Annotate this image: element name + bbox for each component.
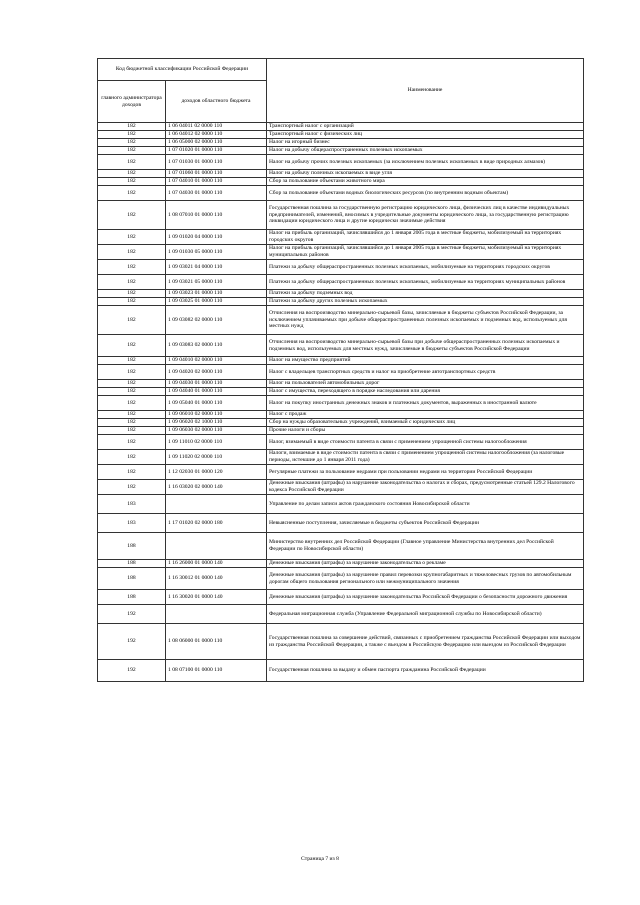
table-row [98, 275, 584, 290]
table-row [98, 419, 584, 427]
table-row [98, 245, 584, 260]
table-row [98, 201, 584, 230]
budget-classification-table [97, 58, 584, 682]
income-code-cell: 1 09 06010 02 0000 110 [166, 411, 267, 419]
income-code-cell: 1 07 01060 01 0000 110 [166, 170, 267, 178]
name-cell: Государственная пошлина за государственную регистрацию юридического лица, физических лиц в качестве индивидуальных предпринимателей, изменений, вносимых в учредительные документы юридического лица, за государственную регистрацию ликвидации юридического лица и другие юридически значимые действия [267, 201, 584, 230]
table-row [98, 605, 584, 624]
admin-code-cell: 182 [98, 230, 166, 245]
table-row [98, 533, 584, 560]
table-row [98, 147, 584, 155]
table-row [98, 139, 584, 147]
name-cell: Налог с владельцев транспортных средств и налог на приобретение автотранспортных средств [267, 365, 584, 380]
name-cell: Управление по делам записи актов гражданского состояния Новосибирской области [267, 495, 584, 514]
table-row [98, 411, 584, 419]
admin-code-cell: 192 [98, 660, 166, 682]
name-cell: Отчисления на воспроизводство минерально-сырьевой базы, зачисляемые в бюджеты субъектов Российской Федерации, за исключением уплачиваемых при добыче общераспространенных полезных ископаемых и подземных вод, используемых для местных нужд [267, 306, 584, 335]
name-cell: Отчисления на воспроизводство минерально-сырьевой базы при добыче общераспространенных полезных ископаемых и подземных вод, используемых для местных нужд, зачисляемые в бюджеты субъектов Российской Федерации [267, 335, 584, 357]
table-row [98, 514, 584, 533]
income-code-cell: 1 09 04020 02 0000 110 [166, 365, 267, 380]
admin-code-cell: 182 [98, 306, 166, 335]
income-code-cell: 1 07 04030 01 0000 110 [166, 186, 267, 201]
income-code-cell: 1 06 04012 02 0000 110 [166, 131, 267, 139]
income-code-cell: 1 09 03025 01 0000 110 [166, 298, 267, 306]
income-code-cell: 1 09 03021 05 0000 110 [166, 275, 267, 290]
table-row [98, 306, 584, 335]
income-code-cell: 1 09 05040 01 0000 110 [166, 396, 267, 411]
admin-code-cell: 182 [98, 419, 166, 427]
income-code-cell: 1 09 03082 02 0000 110 [166, 306, 267, 335]
admin-code-cell: 182 [98, 123, 166, 131]
income-code-cell: 1 16 30012 01 0000 140 [166, 568, 267, 590]
admin-code-cell: 182 [98, 465, 166, 480]
name-cell: Налог на добычу полезных ископаемых в виде угля [267, 170, 584, 178]
table-row [98, 435, 584, 450]
table-row [98, 427, 584, 435]
table-row [98, 465, 584, 480]
income-code-cell: 1 09 03023 01 0000 110 [166, 290, 267, 298]
name-cell: Налог на пользователей автомобильных дорог [267, 380, 584, 388]
admin-code-cell: 182 [98, 435, 166, 450]
name-cell: Налог, взимаемый в виде стоимости патента в связи с применением упрощенной системы налогообложения [267, 435, 584, 450]
income-code-cell: 1 07 01030 01 0000 110 [166, 155, 267, 170]
admin-code-cell: 182 [98, 380, 166, 388]
admin-code-cell: 182 [98, 357, 166, 365]
name-cell: Платежи за добычу подземных вод [267, 290, 584, 298]
income-code-cell: 1 07 04010 01 0000 110 [166, 178, 267, 186]
admin-code-cell: 182 [98, 396, 166, 411]
name-cell: Налог на прибыль организаций, зачислявшийся до 1 января 2005 года в местные бюджеты, мобилизуемый на территориях муниципальных районов [267, 245, 584, 260]
admin-code-cell: 182 [98, 139, 166, 147]
admin-code-cell: 182 [98, 411, 166, 419]
name-cell: Налог на покупку иностранных денежных знаков и платежных документов, выраженных в иностранной валюте [267, 396, 584, 411]
name-cell: Сбор за пользование объектами водных биологических ресурсов (по внутренним водным объектам) [267, 186, 584, 201]
table-row [98, 335, 584, 357]
income-code-cell: 1 09 06020 02 1000 110 [166, 419, 267, 427]
admin-code-cell: 182 [98, 260, 166, 275]
admin-code-cell: 182 [98, 131, 166, 139]
table-row [98, 170, 584, 178]
name-cell: Налог с имущества, переходящего в порядке наследования или дарения [267, 388, 584, 396]
table-row [98, 298, 584, 306]
table-row [98, 155, 584, 170]
income-code-cell: 1 09 04030 01 0000 110 [166, 380, 267, 388]
name-cell: Федеральная миграционная служба (Управление Федеральной миграционной службы по Новосибирской области) [267, 605, 584, 624]
name-cell: Денежные взыскания (штрафы) за нарушение правил перевозки крупногабаритных и тяжеловесных грузов по автомобильным дорогам общего пользования регионального или межмуниципального значения [267, 568, 584, 590]
name-cell: Налог с продаж [267, 411, 584, 419]
table-row [98, 186, 584, 201]
name-cell: Налоги, взимаемые в виде стоимости патента в связи с применением упрощенной системы налогообложения (за налоговые периоды, истекшие до 1 января 2011 года) [267, 450, 584, 465]
name-cell: Сбор на нужды образовательных учреждений, взимаемый с юридических лиц [267, 419, 584, 427]
table-body [98, 123, 584, 682]
table-row [98, 230, 584, 245]
admin-code-cell: 192 [98, 624, 166, 660]
header-group-label: Код бюджетной классификации Российской Федерации [98, 59, 267, 81]
table-header [98, 59, 584, 123]
table-row [98, 123, 584, 131]
name-cell: Государственная пошлина за выдачу и обмен паспорта гражданина Российской Федерации [267, 660, 584, 682]
income-code-cell: 1 07 01020 01 0000 110 [166, 147, 267, 155]
table-row [98, 590, 584, 605]
income-code-cell: 1 08 07100 01 0000 110 [166, 660, 267, 682]
name-cell: Транспортный налог с физических лиц [267, 131, 584, 139]
name-cell: Невыясненные поступления, зачисляемые в бюджеты субъектов Российской Федерации [267, 514, 584, 533]
admin-code-cell: 182 [98, 365, 166, 380]
income-code-cell: 1 09 06030 02 0000 110 [166, 427, 267, 435]
income-code-cell: 1 09 11010 02 0000 110 [166, 435, 267, 450]
header-name-column: Наименование [267, 59, 584, 123]
name-cell: Прочие налоги и сборы [267, 427, 584, 435]
name-cell: Министерство внутренних дел Российской Федерации (Главное управление Министерства внутренних дел Российской Федерации по Новосибирской области) [267, 533, 584, 560]
table-row [98, 178, 584, 186]
name-cell: Денежные взыскания (штрафы) за нарушение законодательства Российской Федерации о безопасности дорожного движения [267, 590, 584, 605]
table-row [98, 380, 584, 388]
admin-code-cell: 188 [98, 590, 166, 605]
table-row [98, 495, 584, 514]
name-cell: Налог на добычу прочих полезных ископаемых (за исключением полезных ископаемых в виде природных алмазов) [267, 155, 584, 170]
income-code-cell [166, 533, 267, 560]
income-code-cell: 1 09 04040 01 0000 110 [166, 388, 267, 396]
income-code-cell: 1 16 26000 01 0000 140 [166, 560, 267, 568]
admin-code-cell: 182 [98, 155, 166, 170]
admin-code-cell: 182 [98, 201, 166, 230]
table-row [98, 131, 584, 139]
name-cell: Транспортный налог с организаций [267, 123, 584, 131]
income-code-cell: 1 08 06000 01 0000 110 [166, 624, 267, 660]
table-row [98, 290, 584, 298]
table-row [98, 660, 584, 682]
admin-code-cell: 182 [98, 298, 166, 306]
admin-code-cell: 182 [98, 388, 166, 396]
admin-code-cell: 182 [98, 290, 166, 298]
table-row [98, 396, 584, 411]
admin-code-cell: 188 [98, 568, 166, 590]
admin-code-cell: 182 [98, 186, 166, 201]
table-row [98, 450, 584, 465]
table-row [98, 357, 584, 365]
header-admin-column: главного администратора доходов [98, 81, 166, 123]
income-code-cell: 1 09 01030 05 0000 110 [166, 245, 267, 260]
table-row [98, 480, 584, 495]
table-row [98, 568, 584, 590]
table-row [98, 388, 584, 396]
admin-code-cell: 182 [98, 480, 166, 495]
admin-code-cell: 188 [98, 533, 166, 560]
income-code-cell [166, 495, 267, 514]
admin-code-cell: 182 [98, 147, 166, 155]
income-code-cell: 1 17 01020 02 0000 180 [166, 514, 267, 533]
admin-code-cell: 192 [98, 605, 166, 624]
header-code-column: доходов областного бюджета [166, 81, 267, 123]
table-row [98, 560, 584, 568]
income-code-cell: 1 09 03021 04 0000 110 [166, 260, 267, 275]
income-code-cell: 1 09 04010 02 0000 110 [166, 357, 267, 365]
income-code-cell: 1 06 04011 02 0000 110 [166, 123, 267, 131]
admin-code-cell: 183 [98, 514, 166, 533]
income-code-cell: 1 12 02030 01 0000 120 [166, 465, 267, 480]
admin-code-cell: 182 [98, 450, 166, 465]
name-cell: Налог на добычу общераспространенных полезных ископаемых [267, 147, 584, 155]
income-code-cell: 1 08 07010 01 0000 110 [166, 201, 267, 230]
name-cell: Налог на имущество предприятий [267, 357, 584, 365]
admin-code-cell: 182 [98, 178, 166, 186]
name-cell: Платежи за добычу других полезных ископаемых [267, 298, 584, 306]
name-cell: Налог на игорный бизнес [267, 139, 584, 147]
admin-code-cell: 182 [98, 275, 166, 290]
name-cell: Налог на прибыль организаций, зачислявшийся до 1 января 2005 года в местные бюджеты, мобилизуемый на территориях городских округов [267, 230, 584, 245]
income-code-cell: 1 09 03083 02 0000 110 [166, 335, 267, 357]
name-cell: Регулярные платежи за пользование недрами при пользовании недрами на территории Российской Федерации [267, 465, 584, 480]
income-code-cell [166, 605, 267, 624]
table-row [98, 260, 584, 275]
income-code-cell: 1 09 11020 02 0000 110 [166, 450, 267, 465]
admin-code-cell: 182 [98, 245, 166, 260]
admin-code-cell: 182 [98, 170, 166, 178]
name-cell: Денежные взыскания (штрафы) за нарушение законодательства о налогах и сборах, предусмотренные статьей 129.2 Налогового кодекса Российской Федерации [267, 480, 584, 495]
name-cell: Платежи за добычу общераспространенных полезных ископаемых, мобилизуемые на территориях городских округов [267, 260, 584, 275]
admin-code-cell: 188 [98, 560, 166, 568]
income-code-cell: 1 09 01020 04 0000 110 [166, 230, 267, 245]
admin-code-cell: 182 [98, 427, 166, 435]
page-footer: Страница 7 из 8 [301, 856, 339, 862]
admin-code-cell: 183 [98, 495, 166, 514]
name-cell: Государственная пошлина за совершение действий, связанных с приобретением гражданства Российской Федерации или выходом из гражданства Российской Федерации, а также с въездом в Российскую Федерацию или выездом из Российской Федерации [267, 624, 584, 660]
name-cell: Сбор за пользование объектами животного мира [267, 178, 584, 186]
table-row [98, 624, 584, 660]
income-code-cell: 1 06 05000 02 0000 110 [166, 139, 267, 147]
income-code-cell: 1 16 03020 02 0000 140 [166, 480, 267, 495]
table-row [98, 365, 584, 380]
admin-code-cell: 182 [98, 335, 166, 357]
name-cell: Платежи за добычу общераспространенных полезных ископаемых, мобилизуемые на территориях муниципальных районов [267, 275, 584, 290]
income-code-cell: 1 16 30020 01 0000 140 [166, 590, 267, 605]
name-cell: Денежные взыскания (штрафы) за нарушение законодательства о рекламе [267, 560, 584, 568]
